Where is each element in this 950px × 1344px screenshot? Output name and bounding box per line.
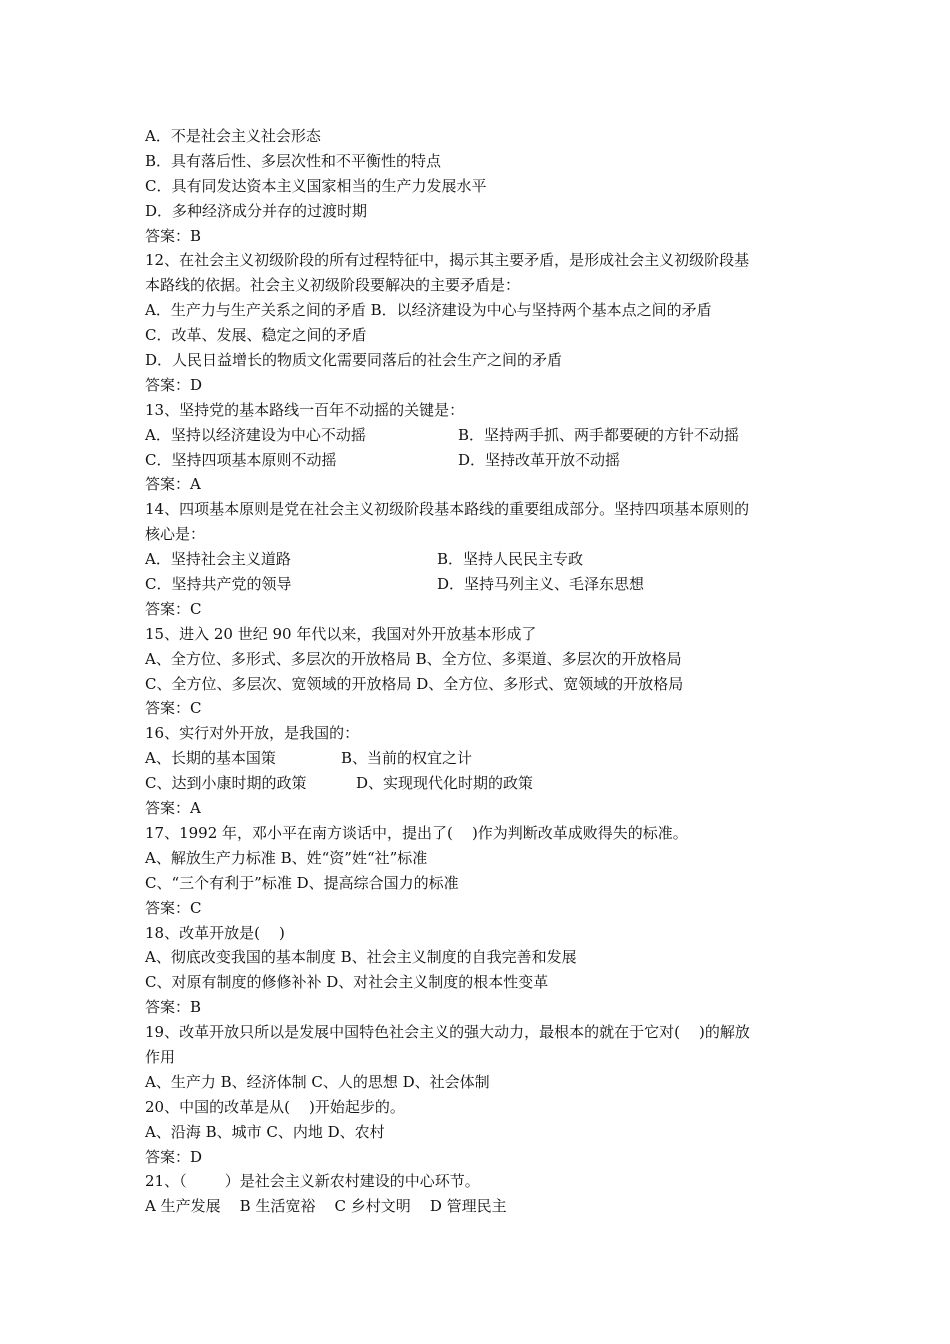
answer-line: 答案：A	[145, 475, 201, 494]
text-line: C、对原有制度的修修补补 D、对社会主义制度的根本性变革	[145, 973, 549, 992]
text-line: D．人民日益增长的物质文化需要同落后的社会生产之间的矛盾	[145, 351, 563, 370]
question-14: 14、四项基本原则是党在社会主义初级阶段基本路线的重要组成部分。坚持四项基本原则的	[145, 500, 750, 519]
question-19: 19、改革开放只所以是发展中国特色社会主义的强大动力，最根本的就在于它对( )的解放	[145, 1023, 750, 1042]
answer-line: 答案：C	[145, 699, 202, 718]
text-line: A、解放生产力标准 B、姓“资”姓“社”标准	[145, 848, 428, 867]
text-line: A、全方位、多形式、多层次的开放格局 B、全方位、多渠道、多层次的开放格局	[145, 649, 682, 668]
option-c: C．坚持四项基本原则不动摇	[145, 450, 337, 469]
question-21: 21、（ ）是社会主义新农村建设的中心环节。	[145, 1172, 480, 1191]
question-12: 12、在社会主义初级阶段的所有过程特征中，揭示其主要矛盾，是形成社会主义初级阶段基	[145, 251, 750, 270]
text-line: B．具有落后性、多层次性和不平衡性的特点	[145, 151, 442, 170]
answer-line: 答案：C	[145, 898, 202, 917]
options-row	[145, 423, 815, 448]
option-b: B．坚持两手抓、两手都要硬的方针不动摇	[458, 425, 740, 444]
option-b: B、当前的权宜之计	[341, 749, 473, 768]
option-d: D．坚持改革开放不动摇	[458, 450, 621, 469]
question-18: 18、改革开放是( )	[145, 923, 285, 942]
options-row	[145, 746, 815, 771]
question-list	[145, 124, 815, 1219]
option-a: A、长期的基本国策	[145, 749, 276, 768]
option-a: A．坚持社会主义道路	[145, 550, 291, 569]
text-line: A．生产力与生产关系之间的矛盾 B．以经济建设为中心与坚持两个基本点之间的矛盾	[145, 301, 712, 320]
text-line: A、彻底改变我国的基本制度 B、社会主义制度的自我完善和发展	[145, 948, 577, 967]
answer-line: 答案：C	[145, 599, 202, 618]
text-line: D．多种经济成分并存的过渡时期	[145, 201, 368, 220]
options-row	[145, 771, 815, 796]
answer-line: 答案：D	[145, 1147, 203, 1166]
question-20: 20、中国的改革是从( )开始起步的。	[145, 1097, 405, 1116]
option-d: D．坚持马列主义、毛泽东思想	[437, 575, 645, 594]
text-line: C．具有同发达资本主义国家相当的生产力发展水平	[145, 176, 487, 195]
question-16: 16、实行对外开放，是我国的：	[145, 724, 360, 743]
option-c: C．坚持共产党的领导	[145, 575, 292, 594]
options-row	[145, 547, 815, 572]
answer-line: 答案：B	[145, 998, 202, 1017]
text-line: A、生产力 B、经济体制 C、人的思想 D、社会体制	[145, 1072, 490, 1091]
option-d: D、实现现代化时期的政策	[356, 774, 534, 793]
text-line: A、沿海 B、城市 C、内地 D、农村	[145, 1122, 385, 1141]
text-line: 核心是：	[145, 525, 206, 544]
options-row	[145, 572, 815, 597]
text-line: 作用	[145, 1047, 176, 1066]
question-17: 17、1992 年，邓小平在南方谈话中，提出了( )作为判断改革成败得失的标准。	[145, 823, 688, 842]
answer-line: 答案：D	[145, 375, 203, 394]
option-a: A．坚持以经济建设为中心不动摇	[145, 425, 366, 444]
option-c: C、达到小康时期的政策	[145, 774, 307, 793]
option-b: B．坚持人民民主专政	[437, 550, 584, 569]
answer-line: 答案：B	[145, 226, 202, 245]
text-line: C．改革、发展、稳定之间的矛盾	[145, 326, 367, 345]
text-line: C、全方位、多层次、宽领域的开放格局 D、全方位、多形式、宽领域的开放格局	[145, 674, 684, 693]
question-15: 15、进入 20 世纪 90 年代以来，我国对外开放基本形成了	[145, 624, 537, 643]
text-line: C、“三个有利于”标准 D、提高综合国力的标准	[145, 873, 459, 892]
text-line: A．不是社会主义社会形态	[145, 127, 321, 145]
text-line: A 生产发展 B 生活宽裕 C 乡村文明 D 管理民主	[145, 1197, 507, 1216]
text-line: 本路线的依据。社会主义初级阶段要解决的主要矛盾是：	[145, 276, 521, 295]
answer-line: 答案：A	[145, 799, 201, 818]
question-13: 13、坚持党的基本路线一百年不动摇的关键是：	[145, 400, 465, 419]
options-row	[145, 448, 815, 473]
